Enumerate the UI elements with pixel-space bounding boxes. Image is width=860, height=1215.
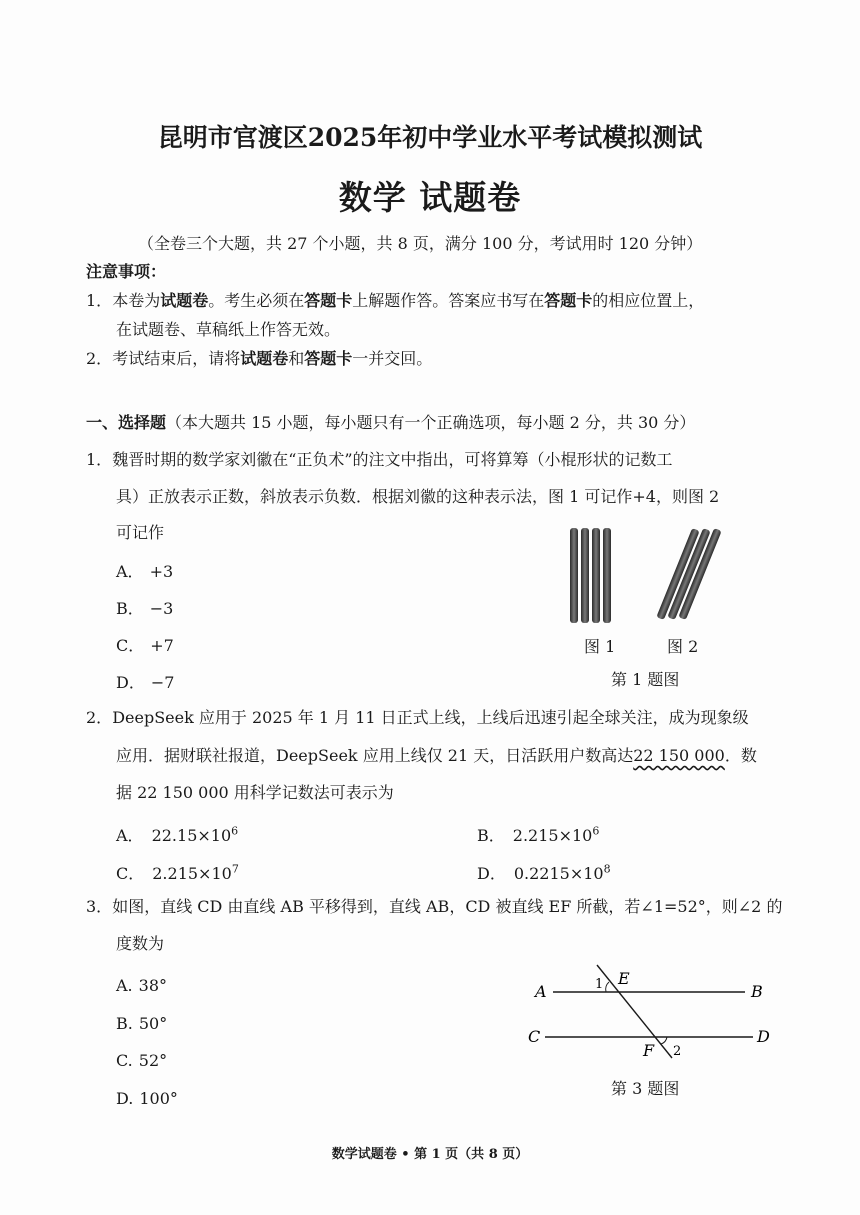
q2-line-2: 应用．据财联社报道，DeepSeek 应用上线仅 21 天，日活跃用户数高达22 150 000．数 — [116, 746, 757, 765]
q3-line-2: 度数为 — [116, 934, 165, 953]
q2-line-1: 2．DeepSeek 应用于 2025 年 1 月 11 日正式上线，上线后迅速引起全球关注，成为现象级 — [86, 708, 749, 727]
rod — [603, 528, 611, 623]
q1-line-3: 可记作 — [116, 523, 165, 542]
q3-figure-caption: 第 3 题图 — [611, 1079, 680, 1098]
fig-2-label: 图 2 — [667, 637, 699, 656]
notice-label: 注意事项： — [86, 262, 167, 281]
q2-line-3: 据 22 150 000 用科学记数法可表示为 — [116, 783, 394, 802]
rod — [581, 528, 589, 623]
q1-line-2: 具）正放表示正数，斜放表示负数．根据刘徽的这种表示法，图 1 可记作+4，则图 2 — [116, 487, 720, 506]
point-a-label: A — [535, 982, 547, 1001]
q3-line-1: 3．如图，直线 CD 由直线 AB 平移得到，直线 AB，CD 被直线 EF 所截，若∠1=52°，则∠2 的 — [86, 897, 783, 916]
point-f-label: F — [643, 1041, 655, 1060]
q3-option-a: A. 38° — [116, 976, 167, 995]
point-d-label: D — [757, 1027, 770, 1046]
q2-option-c: C． $2.215\times 10^7$ — [116, 862, 239, 883]
q1-figure-caption: 第 1 题图 — [611, 670, 680, 689]
figure-2-rods — [656, 528, 721, 620]
section-1-label: 一、选择题 — [86, 413, 167, 432]
q3-option-b: B. 50° — [116, 1014, 168, 1033]
q1-option-b: B． −3 — [116, 599, 174, 618]
exam-title: 昆明市官渡区2025年初中学业水平考试模拟测试 — [157, 123, 703, 152]
exam-subtitle: 数学 试题卷 — [338, 178, 522, 217]
figure-1-rods — [570, 528, 611, 623]
rod — [570, 528, 578, 623]
line-ef — [597, 965, 672, 1058]
angle-2-label: 2 — [673, 1044, 682, 1059]
q3-number: 3． — [86, 897, 113, 916]
page-footer: 数学试题卷 • 第 1 页（共 8 页） — [331, 1147, 529, 1162]
notice-item-2: 2．考试结束后，请将试题卷和答题卡一并交回。 — [86, 349, 433, 368]
q1-option-a: A． +3 — [116, 562, 174, 581]
angle-2-arc — [661, 1037, 667, 1044]
q1-option-d: D． −7 — [116, 673, 175, 692]
q3-option-d: D. 100° — [116, 1089, 178, 1108]
q2-option-a: A． $22.15\times 10^6$ — [116, 824, 239, 845]
point-b-label: B — [751, 982, 763, 1001]
q2-option-b: B． $2.215\times 10^6$ — [477, 824, 600, 845]
q1-figure — [560, 522, 730, 630]
notice-item-1-line2: 在试题卷、草稿纸上作答无效。 — [116, 320, 341, 339]
q2-number: 2． — [86, 708, 113, 727]
notice-item-1: 1．本卷为试题卷。考生必须在答题卡上解题作答。答案应书写在答题卡的相应位置上， — [86, 291, 705, 310]
angle-1-arc — [606, 982, 609, 992]
q1-option-c: C． +7 — [116, 636, 174, 655]
notice-item-1-num: 1． — [86, 291, 113, 310]
angle-1-label: 1 — [595, 977, 604, 992]
rod — [592, 528, 600, 623]
q2-option-d: D． $0.2215\times 10^8$ — [477, 862, 611, 883]
section-1-desc: （本大题共 15 小题，每小题只有一个正确选项，每小题 2 分，共 30 分） — [166, 413, 696, 432]
section-1-heading — [86, 413, 695, 433]
q3-figure — [525, 960, 775, 1065]
point-c-label: C — [528, 1027, 541, 1046]
q2-underlined-number: 22 150 000 — [633, 746, 725, 765]
q1-number: 1． — [86, 450, 113, 469]
point-e-label: E — [618, 969, 630, 988]
exam-info: （全卷三个大题，共 27 个小题，共 8 页，满分 100 分，考试用时 120 分钟） — [138, 234, 703, 253]
q1-line-1: 1．魏晋时期的数学家刘徽在“正负术”的注文中指出，可将算筹（小棍形状的记数工 — [86, 450, 673, 469]
fig-1-label: 图 1 — [584, 637, 616, 656]
q3-option-c: C. 52° — [116, 1051, 168, 1070]
